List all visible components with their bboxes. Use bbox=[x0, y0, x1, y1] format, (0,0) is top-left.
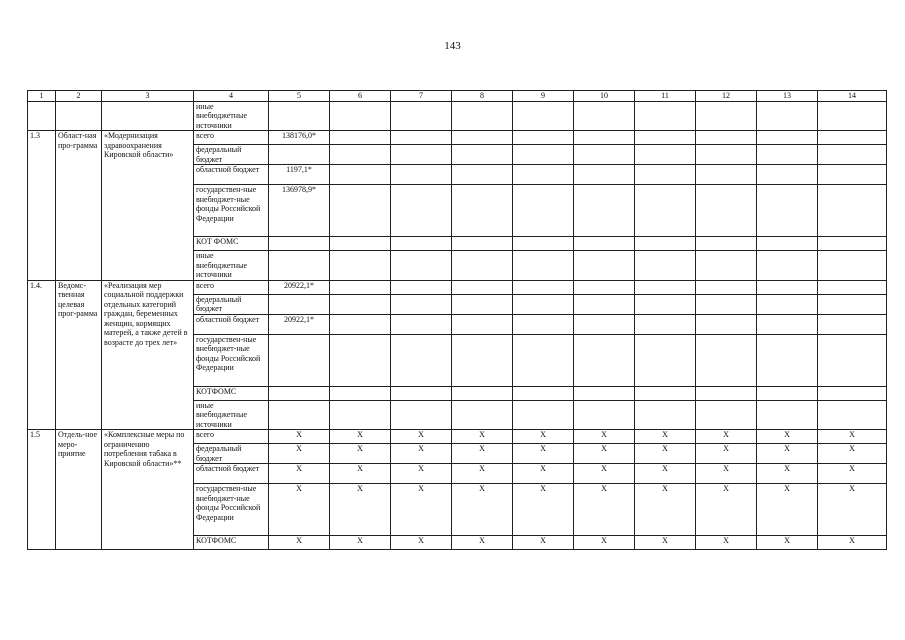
empty-cell bbox=[330, 314, 391, 334]
column-number-header: 4 bbox=[194, 91, 269, 102]
empty-cell bbox=[757, 185, 818, 237]
empty-cell bbox=[696, 400, 757, 430]
empty-cell bbox=[574, 280, 635, 294]
column-number-header: 5 bbox=[269, 91, 330, 102]
x-mark: X bbox=[330, 464, 391, 484]
empty-cell bbox=[635, 251, 696, 281]
header-row bbox=[28, 91, 887, 102]
empty-cell bbox=[391, 400, 452, 430]
empty-cell bbox=[28, 101, 56, 131]
empty-cell bbox=[757, 251, 818, 281]
empty-cell bbox=[635, 131, 696, 145]
column-number-header: 8 bbox=[452, 91, 513, 102]
x-mark: X bbox=[391, 444, 452, 464]
empty-cell bbox=[635, 334, 696, 386]
x-mark: X bbox=[391, 430, 452, 444]
empty-cell bbox=[452, 251, 513, 281]
x-mark: X bbox=[269, 484, 330, 536]
empty-cell bbox=[818, 280, 887, 294]
x-mark: X bbox=[269, 444, 330, 464]
empty-cell bbox=[757, 165, 818, 185]
empty-cell bbox=[818, 294, 887, 314]
column-number-header: 14 bbox=[818, 91, 887, 102]
x-mark: X bbox=[757, 444, 818, 464]
empty-cell bbox=[330, 237, 391, 251]
x-mark: X bbox=[513, 464, 574, 484]
x-mark: X bbox=[330, 430, 391, 444]
column-number-header: 3 bbox=[102, 91, 194, 102]
x-mark: X bbox=[757, 536, 818, 550]
empty-cell bbox=[696, 165, 757, 185]
table-row bbox=[28, 131, 887, 145]
empty-cell bbox=[757, 334, 818, 386]
empty-cell bbox=[574, 145, 635, 165]
column-number-header: 7 bbox=[391, 91, 452, 102]
empty-cell bbox=[818, 101, 887, 131]
x-mark: X bbox=[818, 484, 887, 536]
empty-cell bbox=[452, 131, 513, 145]
value-cell bbox=[269, 237, 330, 251]
value-cell: 20922,1* bbox=[269, 314, 330, 334]
x-mark: X bbox=[452, 444, 513, 464]
empty-cell bbox=[330, 145, 391, 165]
empty-cell bbox=[102, 101, 194, 131]
empty-cell bbox=[635, 237, 696, 251]
empty-cell bbox=[269, 101, 330, 131]
empty-cell bbox=[818, 386, 887, 400]
source-cell: государствен-ные внебюджет-ные фонды Российской Федерации bbox=[194, 334, 269, 386]
source-cell: областной бюджет bbox=[194, 165, 269, 185]
source-cell: областной бюджет bbox=[194, 314, 269, 334]
x-mark: X bbox=[391, 536, 452, 550]
value-cell: 20922,1* bbox=[269, 280, 330, 294]
empty-cell bbox=[330, 101, 391, 131]
empty-cell bbox=[574, 185, 635, 237]
x-mark: X bbox=[574, 444, 635, 464]
empty-cell bbox=[635, 145, 696, 165]
column-number-header: 13 bbox=[757, 91, 818, 102]
x-mark: X bbox=[513, 430, 574, 444]
empty-cell bbox=[452, 280, 513, 294]
empty-cell bbox=[330, 386, 391, 400]
empty-cell bbox=[391, 334, 452, 386]
empty-cell bbox=[757, 237, 818, 251]
column-number-header: 9 bbox=[513, 91, 574, 102]
empty-cell bbox=[574, 131, 635, 145]
column-number-header: 12 bbox=[696, 91, 757, 102]
program-name: «Реализация мер социальной поддержки отдельных категорий граждан, беременных женщин, кормящих матерей, а также детей в возрасте до трех лет» bbox=[102, 280, 194, 430]
x-mark: X bbox=[696, 444, 757, 464]
empty-cell bbox=[452, 386, 513, 400]
empty-cell bbox=[330, 251, 391, 281]
program-type: Ведомс-твенная целевая прог-рамма bbox=[56, 280, 102, 430]
column-number-header: 10 bbox=[574, 91, 635, 102]
source-cell: КОТФОМС bbox=[194, 536, 269, 550]
empty-cell bbox=[635, 101, 696, 131]
empty-cell bbox=[452, 314, 513, 334]
empty-cell bbox=[330, 165, 391, 185]
empty-cell bbox=[818, 400, 887, 430]
empty-cell bbox=[452, 400, 513, 430]
empty-cell bbox=[513, 165, 574, 185]
x-mark: X bbox=[452, 464, 513, 484]
x-mark: X bbox=[635, 484, 696, 536]
empty-cell bbox=[391, 237, 452, 251]
x-mark: X bbox=[757, 484, 818, 536]
source-cell: всего bbox=[194, 131, 269, 145]
empty-cell bbox=[574, 101, 635, 131]
empty-cell bbox=[757, 400, 818, 430]
source-cell: государствен-ные внебюджет-ные фонды Российской Федерации bbox=[194, 185, 269, 237]
empty-cell bbox=[696, 294, 757, 314]
empty-cell bbox=[452, 185, 513, 237]
source-cell: всего bbox=[194, 280, 269, 294]
column-number-header: 2 bbox=[56, 91, 102, 102]
source-cell: федеральный бюджет bbox=[194, 294, 269, 314]
page-number: 143 bbox=[444, 40, 461, 52]
x-mark: X bbox=[635, 430, 696, 444]
x-mark: X bbox=[330, 536, 391, 550]
empty-cell bbox=[513, 334, 574, 386]
empty-cell bbox=[574, 400, 635, 430]
empty-cell bbox=[574, 314, 635, 334]
empty-cell bbox=[635, 314, 696, 334]
empty-cell bbox=[696, 314, 757, 334]
empty-cell bbox=[330, 280, 391, 294]
x-mark: X bbox=[513, 484, 574, 536]
x-mark: X bbox=[391, 464, 452, 484]
empty-cell bbox=[696, 185, 757, 237]
column-number-header: 11 bbox=[635, 91, 696, 102]
x-mark: X bbox=[818, 464, 887, 484]
empty-cell bbox=[635, 280, 696, 294]
empty-cell bbox=[818, 145, 887, 165]
empty-cell bbox=[696, 237, 757, 251]
program-type: Отдель-ное меро-приятие bbox=[56, 430, 102, 550]
empty-cell bbox=[391, 251, 452, 281]
empty-cell bbox=[330, 334, 391, 386]
empty-cell bbox=[391, 165, 452, 185]
empty-cell bbox=[452, 101, 513, 131]
x-mark: X bbox=[574, 536, 635, 550]
value-cell: 1197,1* bbox=[269, 165, 330, 185]
value-cell bbox=[269, 251, 330, 281]
empty-cell bbox=[513, 237, 574, 251]
source-cell: федеральный бюджет bbox=[194, 444, 269, 464]
empty-cell bbox=[452, 237, 513, 251]
empty-cell bbox=[574, 294, 635, 314]
empty-cell bbox=[818, 131, 887, 145]
empty-cell bbox=[696, 280, 757, 294]
column-number-header: 1 bbox=[28, 91, 56, 102]
program-type: Област-ная про-грамма bbox=[56, 131, 102, 281]
x-mark: X bbox=[574, 484, 635, 536]
empty-cell bbox=[330, 131, 391, 145]
empty-cell bbox=[818, 237, 887, 251]
empty-cell bbox=[757, 294, 818, 314]
empty-cell bbox=[391, 185, 452, 237]
empty-cell bbox=[635, 386, 696, 400]
empty-cell bbox=[513, 294, 574, 314]
empty-cell bbox=[452, 165, 513, 185]
empty-cell bbox=[513, 101, 574, 131]
value-cell bbox=[269, 386, 330, 400]
empty-cell bbox=[696, 334, 757, 386]
x-mark: X bbox=[574, 464, 635, 484]
source-cell: федеральный бюджет bbox=[194, 145, 269, 165]
section-number: 1.3 bbox=[28, 131, 56, 281]
empty-cell bbox=[818, 334, 887, 386]
empty-cell bbox=[330, 185, 391, 237]
value-cell bbox=[269, 145, 330, 165]
source-cell: КОТФОМС bbox=[194, 386, 269, 400]
empty-cell bbox=[757, 131, 818, 145]
empty-cell bbox=[818, 251, 887, 281]
empty-cell bbox=[696, 145, 757, 165]
program-name: «Модернизация здравоохранения Кировской области» bbox=[102, 131, 194, 281]
x-mark: X bbox=[696, 430, 757, 444]
empty-cell bbox=[757, 101, 818, 131]
empty-cell bbox=[391, 314, 452, 334]
source-cell: иные внебюджетные источники bbox=[194, 101, 269, 131]
value-cell bbox=[269, 334, 330, 386]
empty-cell bbox=[391, 386, 452, 400]
x-mark: X bbox=[818, 444, 887, 464]
value-cell bbox=[269, 400, 330, 430]
empty-cell bbox=[574, 237, 635, 251]
source-cell: областной бюджет bbox=[194, 464, 269, 484]
empty-cell bbox=[818, 185, 887, 237]
empty-cell bbox=[391, 280, 452, 294]
value-cell bbox=[269, 294, 330, 314]
x-mark: X bbox=[269, 430, 330, 444]
empty-cell bbox=[513, 314, 574, 334]
x-mark: X bbox=[635, 444, 696, 464]
empty-cell bbox=[818, 314, 887, 334]
section-number: 1.5 bbox=[28, 430, 56, 550]
empty-cell bbox=[757, 280, 818, 294]
empty-cell bbox=[635, 185, 696, 237]
section-number: 1.4. bbox=[28, 280, 56, 430]
column-number-header: 6 bbox=[330, 91, 391, 102]
empty-cell bbox=[513, 386, 574, 400]
table-row bbox=[28, 101, 887, 131]
empty-cell bbox=[513, 400, 574, 430]
x-mark: X bbox=[269, 536, 330, 550]
x-mark: X bbox=[452, 536, 513, 550]
empty-cell bbox=[574, 251, 635, 281]
value-cell: 138176,0* bbox=[269, 131, 330, 145]
table-row bbox=[28, 430, 887, 444]
empty-cell bbox=[513, 145, 574, 165]
x-mark: X bbox=[635, 464, 696, 484]
empty-cell bbox=[757, 314, 818, 334]
empty-cell bbox=[696, 251, 757, 281]
empty-cell bbox=[574, 165, 635, 185]
table-row bbox=[28, 280, 887, 294]
source-cell: государствен-ные внебюджет-ные фонды Российской Федерации bbox=[194, 484, 269, 536]
source-cell: иные внебюджетные источники bbox=[194, 251, 269, 281]
x-mark: X bbox=[513, 536, 574, 550]
empty-cell bbox=[452, 294, 513, 314]
empty-cell bbox=[391, 101, 452, 131]
empty-cell bbox=[818, 165, 887, 185]
empty-cell bbox=[513, 251, 574, 281]
x-mark: X bbox=[635, 536, 696, 550]
empty-cell bbox=[391, 131, 452, 145]
x-mark: X bbox=[757, 464, 818, 484]
empty-cell bbox=[757, 145, 818, 165]
source-cell: всего bbox=[194, 430, 269, 444]
empty-cell bbox=[513, 280, 574, 294]
value-cell: 136978,9* bbox=[269, 185, 330, 237]
x-mark: X bbox=[696, 464, 757, 484]
x-mark: X bbox=[574, 430, 635, 444]
empty-cell bbox=[513, 185, 574, 237]
x-mark: X bbox=[818, 430, 887, 444]
x-mark: X bbox=[696, 484, 757, 536]
x-mark: X bbox=[452, 484, 513, 536]
x-mark: X bbox=[757, 430, 818, 444]
budget-table bbox=[27, 90, 887, 550]
empty-cell bbox=[452, 334, 513, 386]
empty-cell bbox=[635, 400, 696, 430]
empty-cell bbox=[513, 131, 574, 145]
source-cell: иные внебюджетные источники bbox=[194, 400, 269, 430]
empty-cell bbox=[330, 294, 391, 314]
x-mark: X bbox=[330, 484, 391, 536]
x-mark: X bbox=[452, 430, 513, 444]
x-mark: X bbox=[330, 444, 391, 464]
program-name: «Комплексные меры по ограничению потребления табака в Кировской области»** bbox=[102, 430, 194, 550]
source-cell: КОТ ФОМС bbox=[194, 237, 269, 251]
x-mark: X bbox=[818, 536, 887, 550]
empty-cell bbox=[56, 101, 102, 131]
empty-cell bbox=[757, 386, 818, 400]
x-mark: X bbox=[696, 536, 757, 550]
empty-cell bbox=[696, 101, 757, 131]
empty-cell bbox=[696, 131, 757, 145]
x-mark: X bbox=[513, 444, 574, 464]
empty-cell bbox=[574, 334, 635, 386]
x-mark: X bbox=[269, 464, 330, 484]
empty-cell bbox=[696, 386, 757, 400]
empty-cell bbox=[574, 386, 635, 400]
empty-cell bbox=[635, 294, 696, 314]
empty-cell bbox=[391, 294, 452, 314]
x-mark: X bbox=[391, 484, 452, 536]
empty-cell bbox=[452, 145, 513, 165]
empty-cell bbox=[635, 165, 696, 185]
empty-cell bbox=[391, 145, 452, 165]
empty-cell bbox=[330, 400, 391, 430]
